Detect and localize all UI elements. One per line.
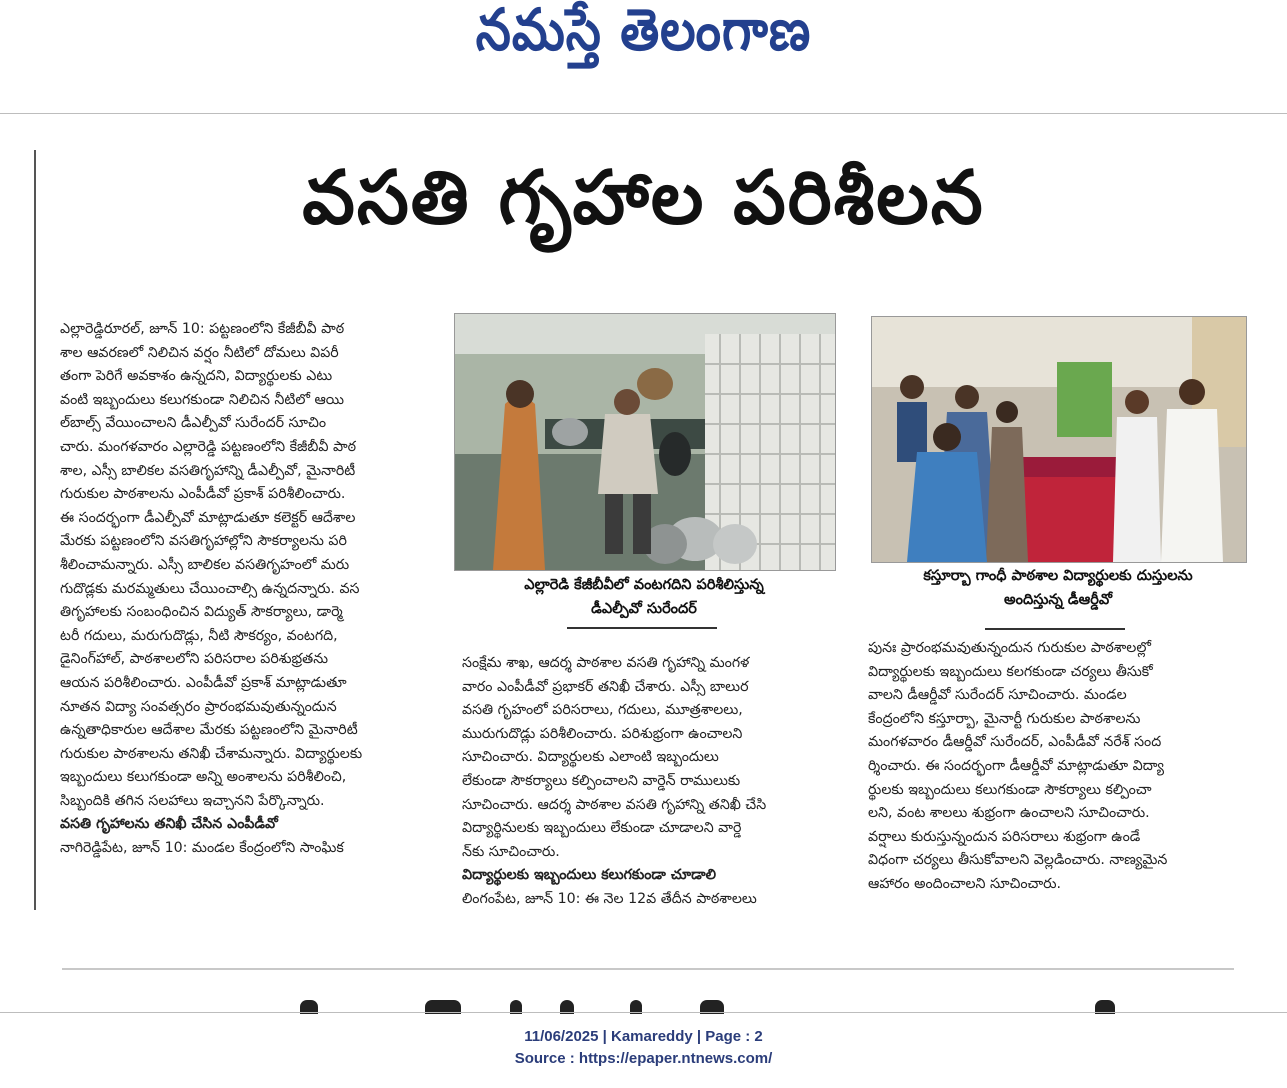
paragraph-line: సూచించారు. విద్యార్థులకు ఎలాంటి ఇబ్బందులు (462, 749, 719, 766)
paragraph-line: నాగిరెడ్డిపేట, జూన్ 10: మండల కేంద్రంలోని సాంఘిక (60, 840, 344, 857)
bottom-rule (62, 968, 1234, 970)
photo-caption-1-line2: డీఎల్పీవో సురేందర్ (591, 601, 697, 617)
photo-kitchen-image (455, 314, 835, 570)
photo-uniform-distribution (871, 316, 1247, 563)
paragraph-line: ఆయన పరిశీలించారు. ఎంపీడీవో ప్రకాశ్ మాట్లాడుతూ (60, 674, 347, 691)
paragraph-line: డైనింగ్‌హాల్, పాఠశాలలోని పరిసరాల పరిశుభ్రతను (60, 651, 329, 668)
paragraph-line: సంక్షేమ శాఖ, ఆదర్శ పాఠశాల వసతి గృహాన్ని మంగళ (462, 655, 750, 671)
paragraph-line: సిబ్బందికి తగిన సలహాలు ఇచ్చానని పేర్కొన్నారు. (60, 792, 325, 809)
paragraph-line: ఉన్నతాధికారుల ఆదేశాల మేరకు పట్టణంలోని మైనారిటీ (60, 722, 358, 739)
paragraph-line: గురుకుల పాఠశాలను తనిఖీ చేశామన్నారు. విద్యార్థులకు (60, 745, 363, 762)
paragraph-line: టరీ గదులు, మరుగుదొడ్లు, నీటి సౌకర్యం, వంటగది, (60, 627, 338, 644)
paragraph-line: నూతన విద్యా సంవత్సరం ప్రారంభమవుతున్నందున (60, 698, 337, 715)
paragraph-line: వసతి గృహంలో పరిసరాలు, గదులు, మూత్రశాలలు, (462, 702, 743, 719)
paragraph-line: ల్‌బాల్స్ వేయించాలని డీఎల్పీవో సురేందర్ సూచిం (60, 415, 327, 432)
paragraph-line: శాల ఆవరణలో నిలిచిన వర్షం నీటిలో దోమలు విపరీ (60, 344, 339, 361)
paragraph-line: ఎల్లారెడ్డిరూరల్, జూన్ 10: పట్టణంలోని కేజీబీవీ పాఠ (60, 321, 345, 337)
paragraph-line: న్‌కు సూచించారు. (462, 843, 560, 860)
paragraph-line: ర్శించారు. ఈ సందర్భంగా డీఆర్డీవో మాట్లాడుతూ విద్యా (868, 757, 1164, 774)
paragraph-line: పునః ప్రారంభమవుతున్నందున గురుకుల పాఠశాలల్లో (868, 640, 1151, 656)
headline: వసతి గృహాల పరిశీలన (302, 155, 985, 241)
masthead-title: నమస్తే తెలంగాణ (475, 0, 812, 64)
masthead (0, 0, 1287, 90)
paragraph-line: ఇబ్బందులు కలుగకుండా అన్ని అంశాలను పరిశీలించి, (60, 769, 347, 786)
photo-uniform-image (872, 317, 1246, 562)
subheading: విద్యార్థులకు ఇబ్బందులు కలుగకుండా చూడాలి (462, 867, 716, 884)
paragraph-line: విధంగా చర్యలు తీసుకోవాలని వెల్లడించారు. నాణ్యమైన (868, 852, 1168, 869)
paragraph-line: సూచించారు. ఆదర్శ పాఠశాల వసతి గృహాన్ని తనిఖీ చేసి (462, 796, 767, 813)
paragraph-line: వాలని డీఆర్డీవో సురేందర్ సూచించారు. మండల (868, 687, 1127, 704)
paragraph-line: మంగళవారం డీఆర్డీవో సురేందర్, ఎంపీడీవో నరేశ్ సంద (868, 734, 1162, 751)
paragraph-line: మురుగుదొడ్లు పరిశీలించారు. పరిశుభ్రంగా ఉంచాలని (462, 725, 743, 742)
paragraph-line: వారం ఎంపీడీవో ప్రభాకర్ తనిఖీ చేశారు. ఎస్సీ బాలుర (462, 678, 749, 695)
paragraph-line: గురుకుల పాఠశాలను ఎంపీడీవో ప్రకాశ్ పరిశీలించారు. (60, 486, 346, 503)
paragraph-line: శాల, ఎస్సీ బాలికల వసతిగృహాన్ని డీఎల్పీవో, మైనారిటీ (60, 462, 356, 479)
paragraph-line: గుదొడ్లకు మరమ్మతులు చేయించాల్సి ఉన్నదన్నారు. వస (60, 580, 360, 597)
paragraph-line: లని, వంట శాలలు శుభ్రంగా ఉంచాలని సూచించారు. (868, 805, 1150, 822)
photo-caption-2-line1: కస్తూర్బా గాంధీ పాఠశాల విద్యార్థులకు దుస్తులను (923, 568, 1193, 584)
paragraph-line: విద్యార్థినులకు ఇబ్బందులు లేకుండా చూడాలని వార్డె (462, 820, 742, 837)
photo-caption-2-line2: అందిస్తున్న డీఆర్డీవో (1004, 592, 1112, 608)
article-column-2 (462, 652, 838, 912)
footer-source-line: Source : https://epaper.ntnews.com/ (514, 1050, 773, 1067)
subheading: వసతి గృహాలను తనిఖీ చేసిన ఎంపీడీవో (60, 816, 278, 833)
footer-date-line: 11/06/2025 | Kamareddy | Page : 2 (524, 1028, 763, 1045)
paragraph-line: కేంద్రంలోని కస్తూర్బా, మైనార్టీ గురుకుల పాఠశాలను (868, 710, 1141, 727)
paragraph-line: మేరకు పట్టణంలోని వసతిగృహాల్లోని సౌకర్యాలను పరి (60, 533, 347, 550)
caption-1-rule (567, 627, 717, 629)
paragraph-line: వంటి ఇబ్బందులు కలుగకుండా నిలిచిన నీటిలో ఆయి (60, 391, 345, 408)
paragraph-line: ఈ సందర్భంగా డీఎల్పీవో మాట్లాడుతూ కలెక్టర్ ఆదేశాల (60, 509, 356, 526)
article-column-3 (868, 637, 1246, 897)
paragraph-line: తిగృహాలకు సంబంధించిన విద్యుత్ సౌకర్యాలు, డార్మె (60, 604, 343, 621)
masthead-divider (0, 113, 1287, 114)
photo-caption-1-line1: ఎల్లారెడి కేజీబీవీలో వంటగదిని పరిశీలిస్తున్న (524, 577, 764, 593)
paragraph-line: విద్యార్థులకు ఇబ్బందులు కలగకుండా చర్యలు తీసుకో (868, 663, 1153, 680)
footer-divider (0, 1012, 1287, 1013)
paragraph-line: లేకుండా సౌకర్యాలు కల్పించాలని వార్డెన్ రాములుకు (462, 772, 741, 789)
column-border (34, 150, 36, 910)
paragraph-line: ఆహారం అందించాలని సూచించారు. (868, 875, 1062, 892)
photo-caption-1 (454, 573, 834, 621)
photo-kitchen-inspection (454, 313, 836, 571)
caption-2-rule (985, 628, 1125, 630)
paragraph-line: ర్థులకు ఇబ్బందులు కలుగకుండా సౌకర్యాలు కల్పించా (868, 781, 1152, 798)
article-column-1 (60, 318, 438, 861)
paragraph-line: వర్షాలు కురుస్తున్నందున పరిసరాలు శుభ్రంగా ఉండే (868, 828, 1141, 845)
paragraph-line: లింగంపేట, జూన్ 10: ఈ నెల 12వ తేదీన పాఠశాలలు (462, 890, 757, 907)
photo-caption-2 (871, 564, 1245, 612)
paragraph-line: శీలించామన్నారు. ఎస్సీ బాలికల వసతిగృహంలో మరు (60, 556, 350, 573)
paragraph-line: చారు. మంగళవారం ఎల్లారెడ్డి పట్టణంలోని కేజీబీవీ పాఠ (60, 438, 356, 455)
paragraph-line: తంగా పెరిగే అవకాశం ఉన్నదని, విద్యార్థులకు ఎటు (60, 368, 333, 385)
